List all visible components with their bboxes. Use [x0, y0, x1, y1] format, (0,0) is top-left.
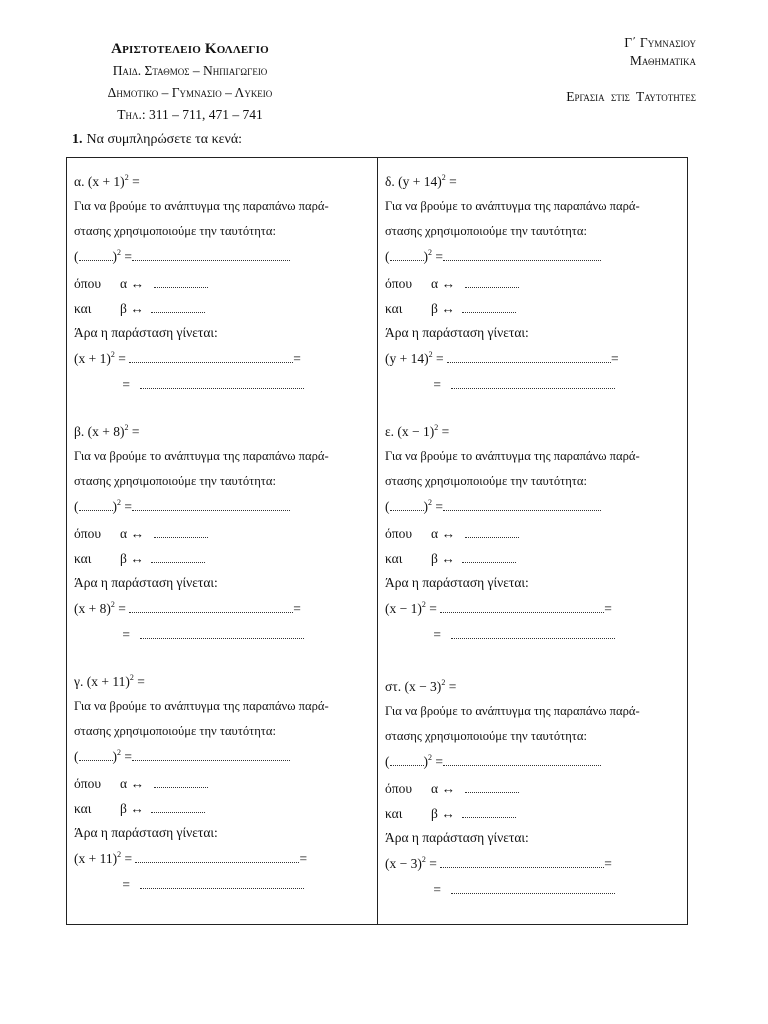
result-line-2: =	[385, 626, 615, 643]
result-line: $(x - 1)^2$ = =	[385, 600, 612, 616]
school-header	[60, 38, 320, 126]
blank-alpha[interactable]	[154, 275, 208, 288]
result-line-2: =	[74, 876, 304, 893]
grade-label: Γ΄ Γυμνασιου	[624, 35, 696, 50]
exercise-letter: β.	[74, 424, 85, 439]
beta-line: και β ↔	[385, 550, 516, 567]
exercise-letter: ε.	[385, 424, 395, 439]
blank-result-2[interactable]	[140, 876, 304, 889]
blank-alpha[interactable]	[465, 780, 519, 793]
exercise-instruction-1: Για να βρούμε το ανάπτυγμα της παραπάνω παρά-	[74, 449, 329, 463]
result-line-2: =	[385, 376, 615, 393]
result-label: Άρα η παράσταση γίνεται:	[74, 575, 218, 590]
school-name: Αριστοτελειο Κολλεγιο	[111, 41, 269, 57]
identity-line: ( )$^2$ =	[74, 248, 290, 265]
result-line-2: =	[74, 376, 304, 393]
exercise-instruction-2: στασης χρησιμοποιούμε την ταυτότητα:	[385, 224, 587, 238]
exercise-letter: στ.	[385, 679, 402, 694]
result-line-2: =	[74, 626, 304, 643]
exercise-expression: $(x + 11)^2$ =	[86, 673, 145, 689]
exercise-expression: $(x + 1)^2$ =	[87, 173, 140, 189]
result-line-2: =	[385, 881, 615, 898]
exercise-expression: $(x + 8)^2$ =	[87, 423, 140, 439]
beta-line: και β ↔	[74, 550, 205, 567]
exercise-title	[74, 674, 145, 690]
result-line: $(x + 8)^2$ = =	[74, 600, 301, 616]
blank-alpha[interactable]	[154, 525, 208, 538]
exercise-title	[385, 174, 457, 190]
result-label: Άρα η παράσταση γίνεται:	[385, 830, 529, 845]
school-phone: Τηλ.: 311 – 711, 471 – 741	[117, 107, 263, 122]
result-line: $(y + 14)^2$ = =	[385, 350, 619, 366]
blank-result-2[interactable]	[140, 626, 304, 639]
exercise-instruction-1: Για να βρούμε το ανάπτυγμα της παραπάνω παρά-	[74, 699, 329, 713]
blank-identity-expansion[interactable]	[132, 248, 290, 261]
blank-result-2[interactable]	[140, 376, 304, 389]
question-heading	[72, 132, 242, 148]
column-divider	[377, 158, 378, 924]
result-label: Άρα η παράσταση γίνεται:	[385, 575, 529, 590]
exercise-letter: δ.	[385, 174, 395, 189]
exercise-letter: γ.	[74, 674, 84, 689]
blank-result-1[interactable]	[440, 855, 604, 868]
exercise-instruction-1: Για να βρούμε το ανάπτυγμα της παραπάνω παρά-	[385, 704, 640, 718]
beta-line: και β ↔	[74, 800, 205, 817]
blank-result-1[interactable]	[447, 350, 611, 363]
blank-beta[interactable]	[462, 805, 516, 818]
exercise-letter: α.	[74, 174, 85, 189]
blank-identity-expansion[interactable]	[443, 753, 601, 766]
blank-result-1[interactable]	[440, 600, 604, 613]
blank-beta[interactable]	[151, 300, 205, 313]
subject-label: Μαθηματικα	[629, 53, 696, 68]
result-line: $(x + 11)^2$ = =	[74, 850, 308, 866]
school-line-2: Παιδ. Σταθμος – Νηπιαγωγειο	[112, 63, 268, 78]
beta-line: και β ↔	[385, 300, 516, 317]
blank-identity-expansion[interactable]	[443, 498, 601, 511]
blank-identity-base[interactable]	[390, 248, 424, 261]
blank-result-2[interactable]	[451, 881, 615, 894]
result-label: Άρα η παράσταση γίνεται:	[74, 325, 218, 340]
exercise-instruction-1: Για να βρούμε το ανάπτυγμα της παραπάνω παρά-	[385, 449, 640, 463]
exercise-instruction-2: στασης χρησιμοποιούμε την ταυτότητα:	[385, 474, 587, 488]
exercise-instruction-2: στασης χρησιμοποιούμε την ταυτότητα:	[74, 474, 276, 488]
identity-line: ( )$^2$ =	[385, 498, 601, 515]
blank-result-2[interactable]	[451, 376, 615, 389]
blank-identity-expansion[interactable]	[443, 248, 601, 261]
blank-identity-base[interactable]	[79, 498, 113, 511]
identity-line: ( )$^2$ =	[385, 753, 601, 770]
exercise-expression: $(x - 1)^2$ =	[397, 423, 450, 439]
exercise-table	[66, 157, 688, 925]
blank-beta[interactable]	[462, 300, 516, 313]
blank-result-1[interactable]	[135, 850, 299, 863]
beta-line: και β ↔	[385, 805, 516, 822]
blank-identity-expansion[interactable]	[132, 748, 290, 761]
exercise-title	[385, 424, 449, 440]
blank-identity-base[interactable]	[390, 753, 424, 766]
alpha-line: όπου α ↔	[74, 775, 208, 792]
blank-identity-expansion[interactable]	[132, 498, 290, 511]
class-header	[566, 34, 696, 106]
assignment-title: Εργασια στις Ταυτοτητες	[566, 89, 696, 104]
exercise-instruction-2: στασης χρησιμοποιούμε την ταυτότητα:	[74, 724, 276, 738]
alpha-line: όπου α ↔	[385, 275, 519, 292]
result-line: $(x + 1)^2$ = =	[74, 350, 301, 366]
exercise-instruction-2: στασης χρησιμοποιούμε την ταυτότητα:	[74, 224, 276, 238]
blank-identity-base[interactable]	[79, 748, 113, 761]
blank-identity-base[interactable]	[79, 248, 113, 261]
exercise-instruction-2: στασης χρησιμοποιούμε την ταυτότητα:	[385, 729, 587, 743]
alpha-line: όπου α ↔	[74, 525, 208, 542]
blank-alpha[interactable]	[465, 275, 519, 288]
exercise-expression: $(x - 3)^2$ =	[404, 678, 457, 694]
identity-line: ( )$^2$ =	[385, 248, 601, 265]
beta-line: και β ↔	[74, 300, 205, 317]
question-number: 1.	[72, 132, 83, 147]
alpha-line: όπου α ↔	[385, 780, 519, 797]
result-line: $(x - 3)^2$ = =	[385, 855, 612, 871]
blank-alpha[interactable]	[465, 525, 519, 538]
identity-line: ( )$^2$ =	[74, 748, 290, 765]
exercise-title	[74, 174, 140, 190]
exercise-instruction-1: Για να βρούμε το ανάπτυγμα της παραπάνω παρά-	[385, 199, 640, 213]
blank-beta[interactable]	[462, 550, 516, 563]
blank-result-1[interactable]	[129, 600, 293, 613]
exercise-title	[74, 424, 139, 440]
exercise-expression: $(y + 14)^2$ =	[398, 173, 457, 189]
blank-beta[interactable]	[151, 800, 205, 813]
blank-result-1[interactable]	[129, 350, 293, 363]
result-label: Άρα η παράσταση γίνεται:	[385, 325, 529, 340]
identity-line: ( )$^2$ =	[74, 498, 290, 515]
exercise-title	[385, 679, 456, 695]
alpha-line: όπου α ↔	[385, 525, 519, 542]
result-label: Άρα η παράσταση γίνεται:	[74, 825, 218, 840]
blank-beta[interactable]	[151, 550, 205, 563]
blank-identity-base[interactable]	[390, 498, 424, 511]
school-line-3: Δημοτικο – Γυμνασιο – Λυκειο	[107, 85, 273, 100]
exercise-instruction-1: Για να βρούμε το ανάπτυγμα της παραπάνω παρά-	[74, 199, 329, 213]
alpha-line: όπου α ↔	[74, 275, 208, 292]
blank-result-2[interactable]	[451, 626, 615, 639]
question-text: Να συμπληρώσετε τα κενά:	[86, 132, 243, 147]
blank-alpha[interactable]	[154, 775, 208, 788]
